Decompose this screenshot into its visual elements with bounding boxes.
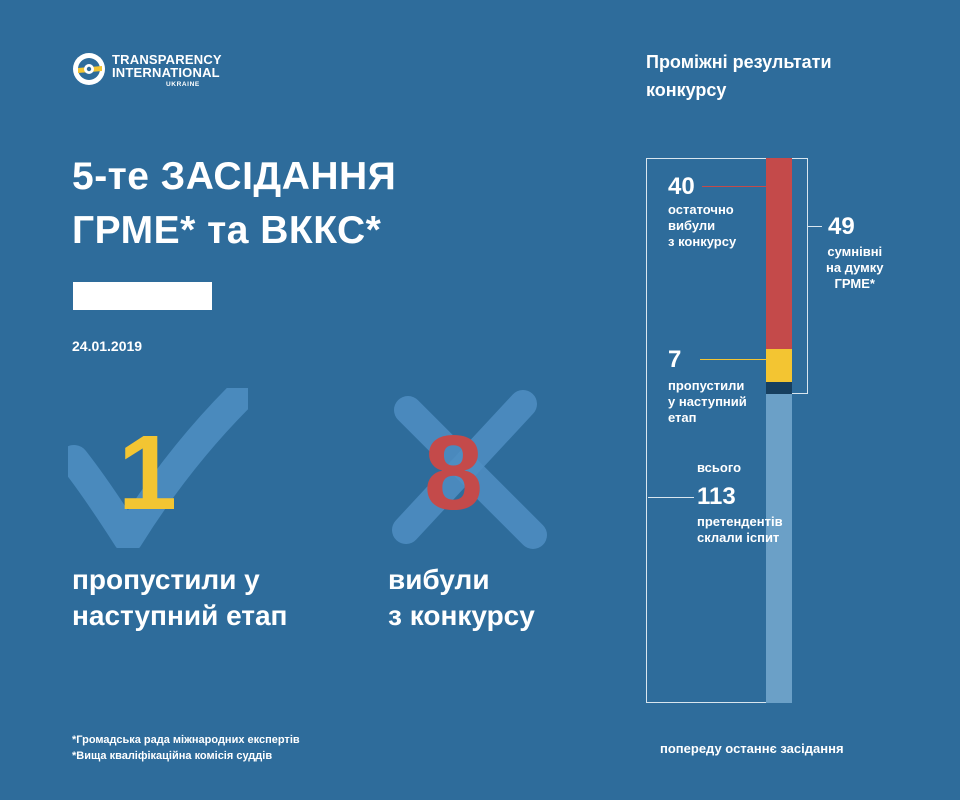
footnote-2: *Вища кваліфікаційна комісія суддів	[72, 750, 273, 762]
dropped-label-line-2: вибули	[668, 218, 716, 233]
dropped-leader-line	[702, 186, 766, 187]
logo-text	[112, 53, 222, 79]
panel-title-line-1: Проміжні результати	[646, 52, 832, 72]
doubtful-label-line-3: ГРМЕ*	[834, 276, 875, 291]
dropped-label	[668, 202, 736, 250]
bar-segment-other	[766, 382, 792, 394]
title-underline-bar	[73, 282, 212, 310]
page-title-line-1: 5-те ЗАСІДАННЯ	[72, 155, 397, 198]
passed-leader-line	[700, 359, 766, 360]
passed-label-line-1: пропустили	[668, 378, 745, 393]
passed-caption	[72, 562, 287, 634]
logo-subtitle: UKRAINE	[166, 81, 200, 88]
total-prefix: всього	[697, 460, 742, 475]
dropped-caption-line-2: з конкурсу	[388, 600, 535, 631]
passed-value: 7	[668, 346, 682, 373]
passed-count: 1	[118, 414, 177, 532]
meeting-date: 24.01.2019	[72, 338, 143, 354]
passed-caption-line-2: наступний етап	[72, 600, 288, 631]
passed-label-line-3: етап	[668, 410, 697, 425]
doubtful-value: 49	[828, 213, 855, 240]
total-label-line-2: склали іспит	[697, 530, 780, 545]
total-label-line-1: претендентів	[697, 514, 783, 529]
logo-line-1: TRANSPARENCY	[112, 52, 222, 67]
doubtful-leader-line	[808, 226, 822, 227]
passed-label-line-2: у наступний	[668, 394, 747, 409]
panel-title-line-2: конкурсу	[646, 80, 727, 100]
doubtful-bracket	[792, 158, 808, 394]
total-leader-line	[648, 497, 694, 498]
dropped-label-line-3: з конкурсу	[668, 234, 737, 249]
footnote-1: *Громадська рада міжнародних експертів	[72, 734, 300, 746]
page-title-line-2: ГРМЕ* та ВККС*	[72, 209, 382, 252]
dropped-caption	[388, 562, 535, 634]
dropped-value: 40	[668, 173, 695, 200]
doubtful-label-line-2: на думку	[826, 260, 884, 275]
footnotes	[72, 732, 300, 764]
dropped-count: 8	[424, 414, 483, 532]
dropped-caption-line-1: вибули	[388, 564, 490, 595]
bar-segment-remaining	[766, 394, 792, 703]
bar-segment-dropped	[766, 158, 792, 349]
doubtful-label-line-1: сумнівні	[827, 244, 883, 259]
passed-label	[668, 378, 747, 426]
doubtful-label	[826, 244, 884, 292]
logo-line-2: INTERNATIONAL	[112, 65, 220, 80]
logo	[72, 52, 242, 96]
bar-segment-passed	[766, 349, 792, 382]
transparency-international-logo-icon	[72, 52, 106, 86]
total-label	[697, 514, 783, 546]
page-title	[72, 150, 396, 258]
footer-note: попереду останнє засідання	[660, 741, 844, 756]
total-value: 113	[697, 483, 736, 510]
passed-caption-line-1: пропустили у	[72, 564, 260, 595]
dropped-label-line-1: остаточно	[668, 202, 734, 217]
panel-title	[646, 48, 832, 104]
